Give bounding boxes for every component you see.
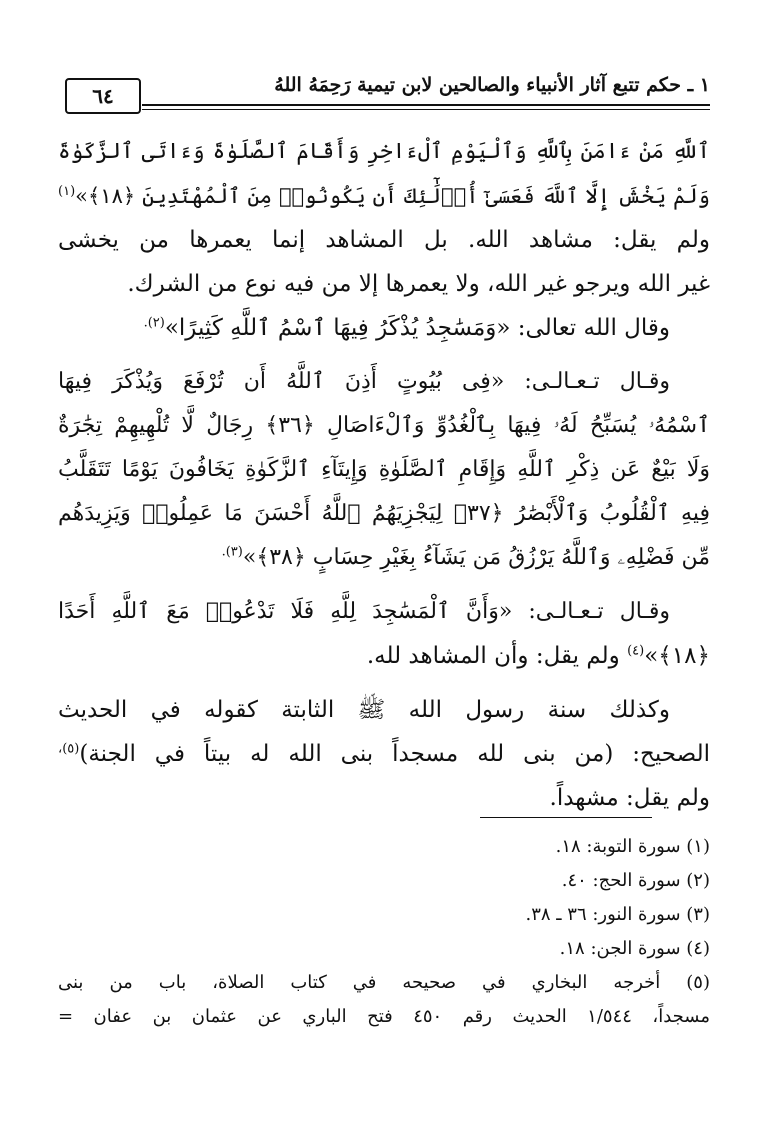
main-text (58, 130, 710, 820)
footnote-ref: (٥)، (58, 741, 80, 757)
footnote: (١) سورة التوبة: ١٨. (555, 836, 710, 857)
quran-line: وَلَا بَيْعٌ عَن ذِكْرِ ٱللَّهِ وَإِقَامِ ٱلصَّلَوٰةِ وَإِيتَآءِ ٱلزَّكَوٰةِ يَخَافُونَ يَوْمًا تَتَقَلَّبُ (58, 457, 710, 482)
header-rule-thick (142, 104, 710, 106)
text-line: وقـال تـعـالـى: «فِى بُيُوتٍ أَذِنَ ٱللَّهُ أَن تُرْفَعَ وَيُذْكَرَ فِيهَا (58, 369, 670, 394)
footnote-ref: (٢). (143, 315, 165, 331)
footnote-ref: (٣). (221, 544, 243, 560)
text-line: وكذلك سنة رسول الله ﷺ الثابتة كقوله في الحديث (58, 697, 670, 723)
text-line: ولم يقل: مشهداً. (549, 785, 710, 811)
quran-line: مِّن فَضْلِهِۦ وَٱللَّهُ يَرْزُقُ مَن يَشَآءُ بِغَيْرِ حِسَابٍ ﴿٣٨﴾»$^{(٣).}$ (221, 544, 710, 570)
header-rule-thin (142, 109, 710, 110)
text-line: ﴿١٨﴾»$^{(٤)}$ ولم يقل: وأن المشاهد لله. (366, 643, 710, 669)
footnote: (٣) سورة النور: ٣٦ ـ ٣٨. (525, 904, 710, 925)
footnote-separator (480, 817, 652, 818)
footnote-ref: (١) (58, 184, 76, 199)
footnote: (٤) سورة الجن: ١٨. (559, 938, 710, 959)
page-header (60, 74, 710, 114)
quran-line: فِيهِ ٱلْقُلُوبُ وَٱلْأَبْصَٰرُ ﴿٣٧﴾ لِيَجْزِيَهُمُ ٱللَّهُ أَحْسَنَ مَا عَمِلُوا۟ وَيَزِيدَهُم (58, 501, 710, 526)
text-line: غير الله ويرجو غير الله، ولا يعمرها إلا من فيه نوع من الشرك. (127, 271, 710, 297)
text-line: الصحيح: (من بنى لله مسجداً بنى الله له بيتاً في الجنة)$^{(٥)،}$ (58, 741, 710, 767)
text-line: وقال الله تعالى: «وَمَسَٰجِدُ يُذْكَرُ فِيهَا ٱسْمُ ٱللَّهِ كَثِيرًا»$^{(٢).}$ (143, 315, 670, 341)
footnote-continuation: مسجداً، ١/٥٤٤ الحديث رقم ٤٥٠ فتح الباري عن عثمان بن عفان = (58, 1006, 710, 1027)
footnote: (٢) سورة الحج: ٤٠. (561, 870, 710, 891)
quran-line: وَلَمْ يَخْشَ إِلَّا ٱللَّهَ فَعَسَىٰٓ أُو۟لَٰٓئِكَ أَن يَكُونُوا۟ مِنَ ٱلْمُهْتَدِينَ ﴿١٨﴾»$^{(١)}$ (58, 184, 710, 208)
footnotes (58, 830, 710, 1034)
footnote: (٥) أخرجه البخاري في صحيحه في كتاب الصلاة، باب من بنى (58, 972, 710, 993)
page-number: ٦٤ (65, 78, 141, 114)
running-title: ١ ـ حكم تتبع آثار الأنبياء والصالحين لابن تيمية رَحِمَهُ اللهُ (274, 74, 710, 96)
footnote-ref: (٤) (627, 643, 645, 659)
quran-line: ٱسْمُهُۥ يُسَبِّحُ لَهُۥ فِيهَا بِٱلْغُدُوِّ وَٱلْءَاصَالِ ﴿٣٦﴾ رِجَالٌ لَّا تُلْهِيهِمْ تِجَٰرَةٌ (58, 413, 710, 438)
text-line: ولم يقل: مشاهد الله. بل المشاهد إنما يعمرها من يخشى (58, 227, 710, 253)
quran-line: ٱللَّهِ مَنْ ءَامَنَ بِٱللَّهِ وَٱلْيَوْمِ ٱلْءَاخِرِ وَأَقَامَ ٱلصَّلَوٰةَ وَءَاتَى ٱلزَّكَوٰةَ (58, 139, 710, 164)
text-line: وقـال تـعـالـى: «وَأَنَّ ٱلْمَسَٰجِدَ لِلَّهِ فَلَا تَدْعُوا۟ مَعَ ٱللَّهِ أَحَدًا (58, 599, 670, 624)
